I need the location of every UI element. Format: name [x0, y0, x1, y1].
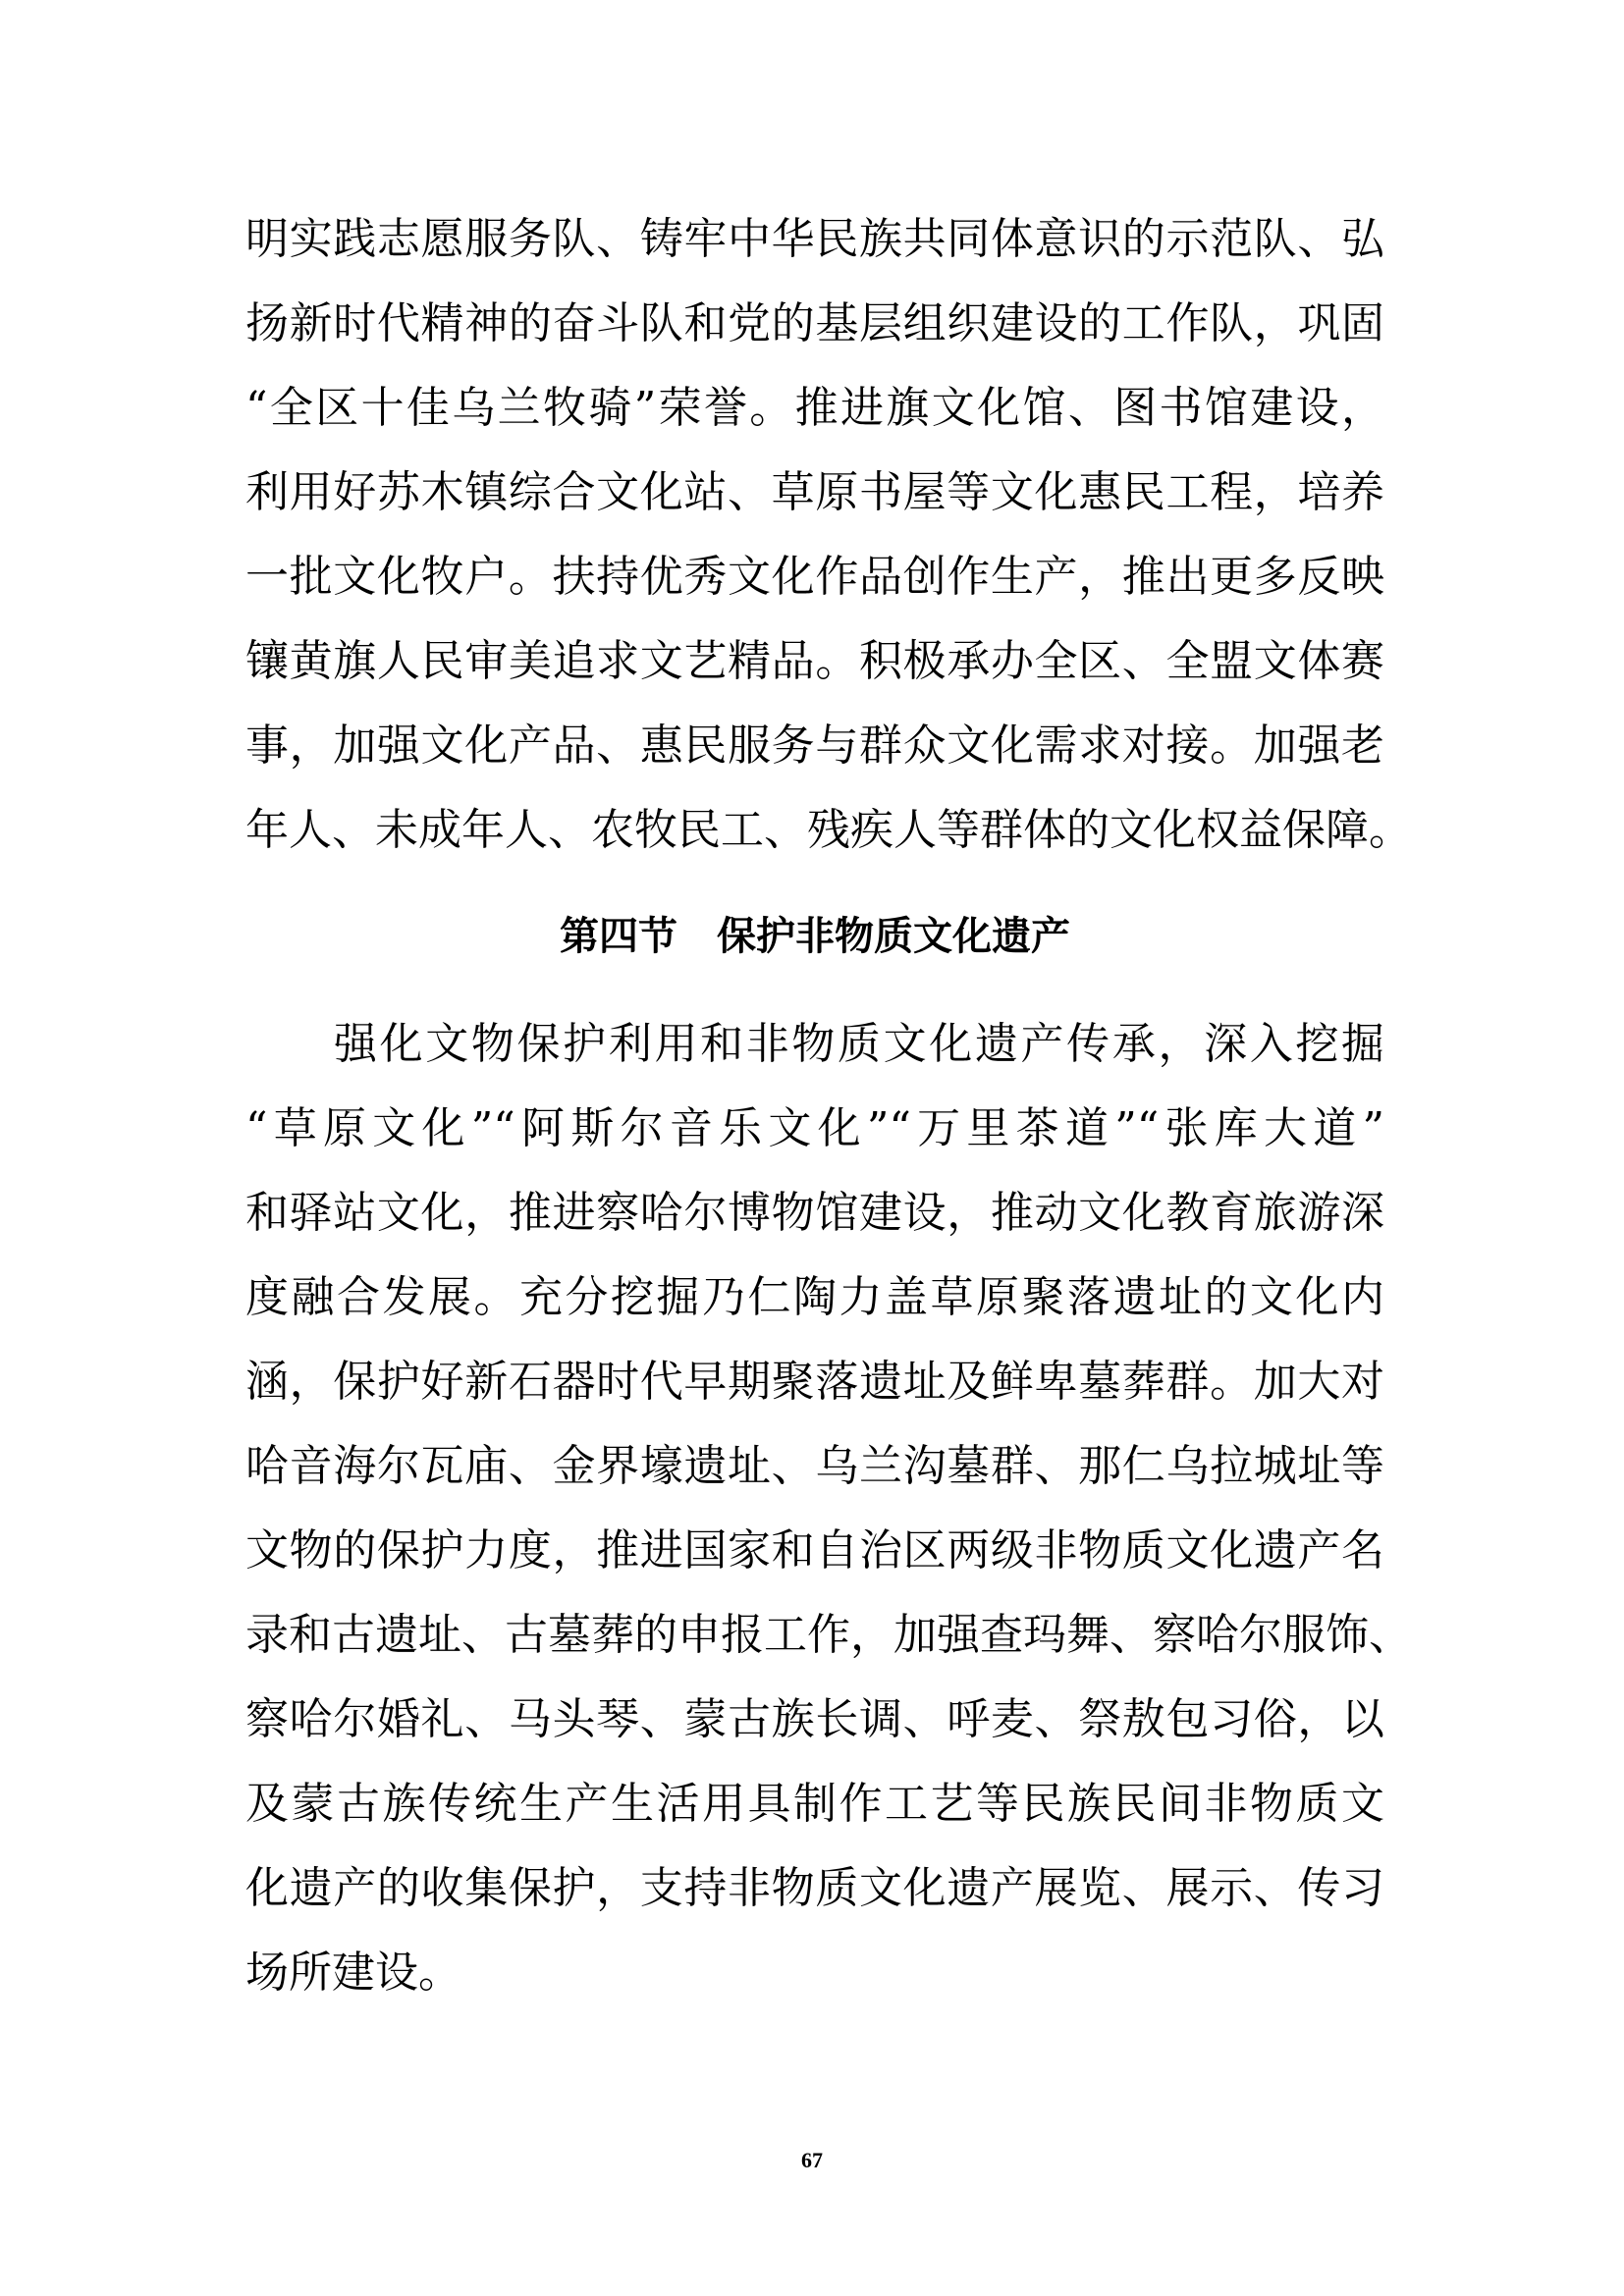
- paragraph-line: 和驿站文化，推进察哈尔博物馆建设，推动文化教育旅游深: [245, 1188, 1384, 1238]
- paragraph-line: 度融合发展。充分挖掘乃仁陶力盖草原聚落遗址的文化内: [245, 1272, 1384, 1322]
- paragraph-line: 哈音海尔瓦庙、金界壕遗址、乌兰沟墓群、那仁乌拉城址等: [245, 1441, 1384, 1491]
- paragraph-line: “全区十佳乌兰牧骑”荣誉。推进旗文化馆、图书馆建设，: [245, 383, 1384, 433]
- paragraph-line: 文物的保护力度，推进国家和自治区两级非物质文化遗产名: [245, 1525, 1384, 1575]
- paragraph-line: 涵，保护好新石器时代早期聚落遗址及鲜卑墓葬群。加大对: [245, 1357, 1384, 1407]
- paragraph-line: 明实践志愿服务队、铸牢中华民族共同体意识的示范队、弘: [245, 214, 1384, 264]
- paragraph-line: 场所建设。: [245, 1948, 461, 1998]
- page-number: 67: [801, 2148, 823, 2172]
- paragraph-line: 察哈尔婚礼、马头琴、蒙古族长调、呼麦、祭敖包习俗，以: [245, 1694, 1384, 1744]
- paragraph-line: 扬新时代精神的奋斗队和党的基层组织建设的工作队，巩固: [245, 298, 1384, 348]
- paragraph-line: 利用好苏木镇综合文化站、草原书屋等文化惠民工程，培养: [245, 467, 1384, 517]
- paragraph-line: 录和古遗址、古墓葬的申报工作，加强查玛舞、察哈尔服饰、: [245, 1610, 1412, 1660]
- section-heading: 第四节 保护非物质文化遗产: [560, 914, 1070, 959]
- paragraph-line: 一批文化牧户。扶持优秀文化作品创作生产，推出更多反映: [245, 552, 1384, 602]
- paragraph-line: 年人、未成年人、农牧民工、残疾人等群体的文化权益保障。: [245, 805, 1412, 855]
- paragraph-line: 强化文物保护利用和非物质文化遗产传承，深入挖掘: [334, 1019, 1384, 1069]
- paragraph-line: “草原文化”“阿斯尔音乐文化”“万里茶道”“张库大道”: [245, 1103, 1384, 1153]
- paragraph-line: 事，加强文化产品、惠民服务与群众文化需求对接。加强老: [245, 721, 1384, 771]
- paragraph-line: 及蒙古族传统生产生活用具制作工艺等民族民间非物质文: [245, 1779, 1384, 1829]
- paragraph-line: 镶黄旗人民审美追求文艺精品。积极承办全区、全盟文体赛: [245, 636, 1384, 686]
- paragraph-line: 化遗产的收集保护，支持非物质文化遗产展览、展示、传习: [245, 1863, 1384, 1913]
